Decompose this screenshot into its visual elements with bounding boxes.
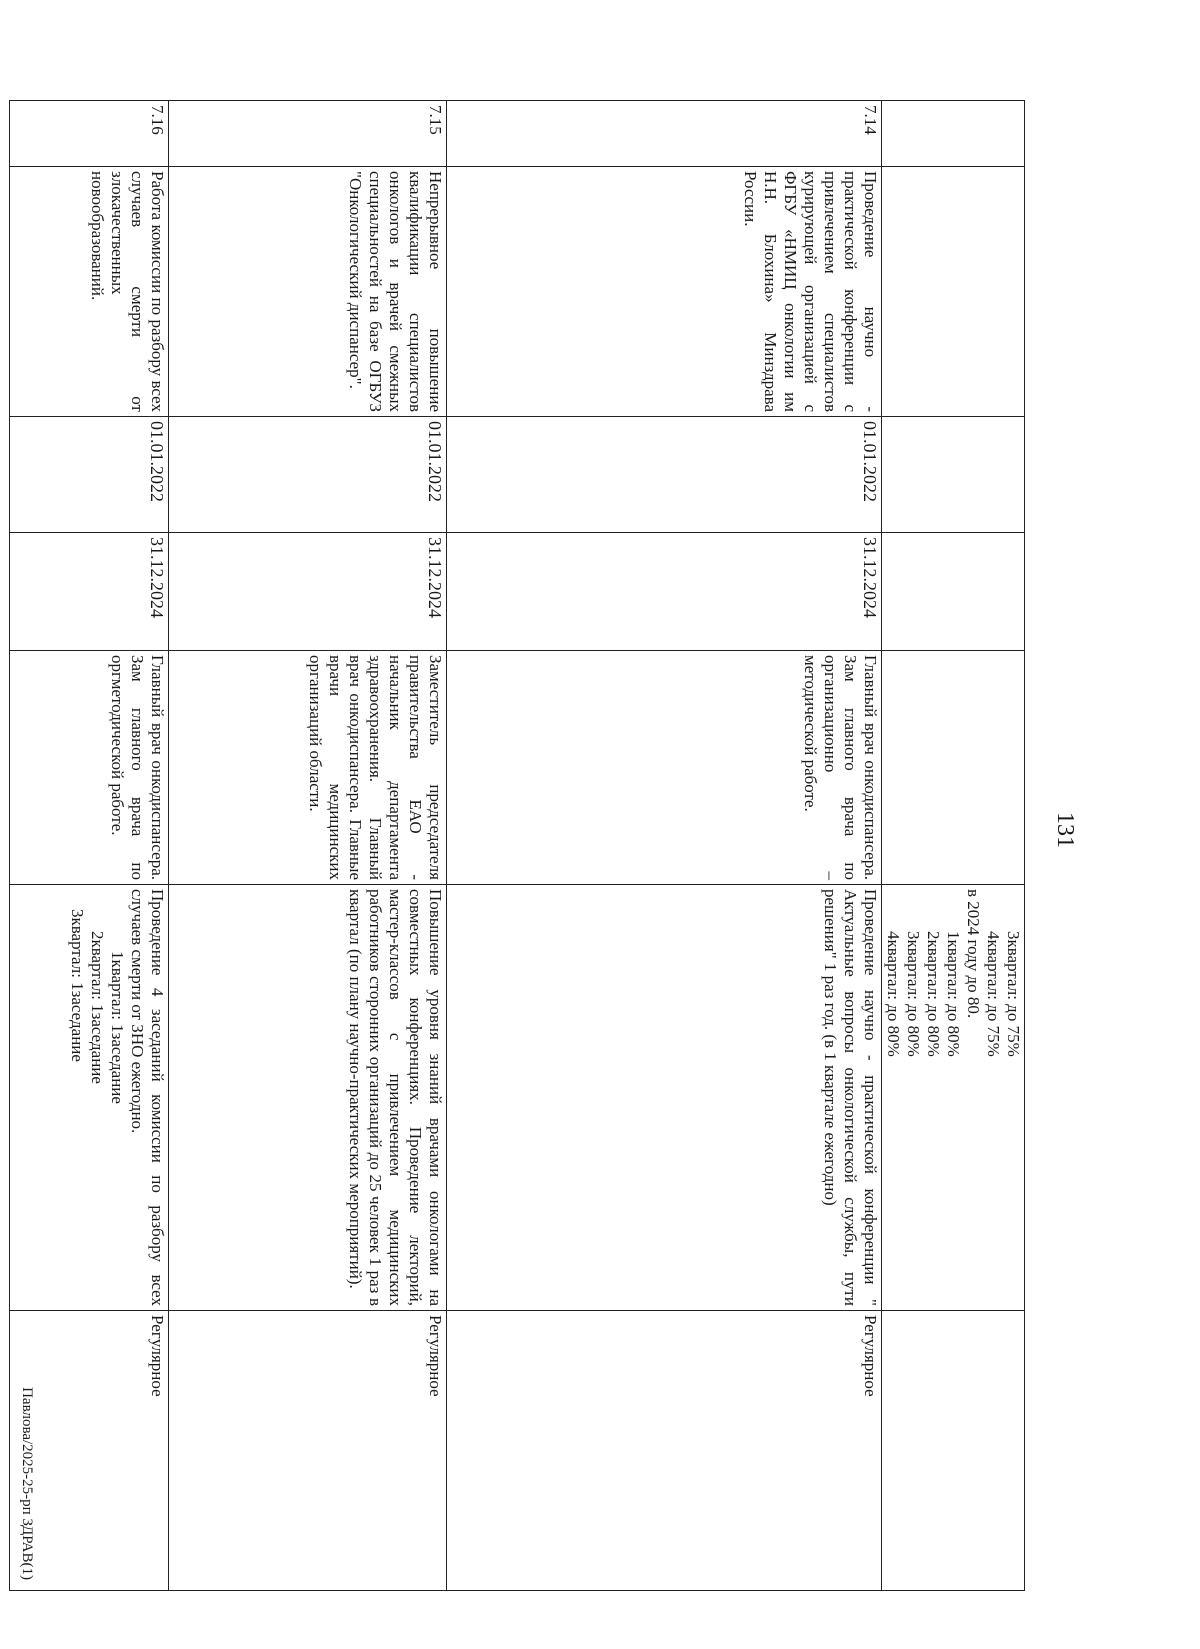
result-line: 2квартал: до 80%	[924, 931, 943, 1057]
cell-result: Повышение уровня знаний врачами онкологами на совместных конференциях. Проведение лекторий, мастер-классов с привлечением медицинских работников сторонних организаций до 25 человек 1 раз в квартал (по плану научно-практических мероприятий).	[169, 885, 447, 1311]
result-line: в 2024 году до 80.	[964, 889, 983, 1019]
cell-start: 01.01.2022	[447, 417, 882, 533]
table-row	[447, 101, 882, 1591]
result-line: 3квартал: до 75%	[1004, 931, 1023, 1057]
cell-responsible: Заместитель председателя правительства ЕАО - начальник департамента здравоохранения. Главный врач онкодиспансера. Главные врачи медицинских организаций области.	[169, 651, 447, 885]
cell-num	[882, 101, 1025, 167]
page-number: 131	[1052, 812, 1078, 848]
result-line: 1квартал: 1заседание	[108, 951, 127, 1104]
cell-name	[882, 167, 1025, 417]
cell-num: 7.16	[10, 101, 169, 167]
cell-name: Непрерывное повышение квалификации специалистов онкологов и врачей смежных специальностей на базе ОГБУЗ "Онкологический диспансер".	[169, 167, 447, 417]
cell-start: 01.01.2022	[10, 417, 169, 533]
cell-result	[882, 885, 1025, 1311]
cell-regularity	[882, 1311, 1025, 1591]
cell-end: 31.12.2024	[169, 533, 447, 651]
cell-start	[882, 417, 1025, 533]
cell-regularity: Регулярное	[169, 1311, 447, 1591]
table-row-continued	[882, 101, 1025, 1591]
table-row	[169, 101, 447, 1591]
cell-responsible: Главный врач онкодиспансера. Зам главного врача по организационно – методической работе.	[447, 651, 882, 885]
cell-end: 31.12.2024	[10, 533, 169, 651]
cell-responsible	[882, 651, 1025, 885]
cell-name: Проведение научно - практической конференции с привлечением специалистов курирующей организацией с ФГБУ «НМИЦ онкологии им Н.Н. Блохина» Минздрава России.	[447, 167, 882, 417]
cell-regularity: Регулярное	[447, 1311, 882, 1591]
document-footer: Павлова/2025-25-рп ЗДРАВ(1)	[19, 1387, 35, 1580]
cell-regularity: Регулярное	[10, 1311, 169, 1591]
result-text: Проведение 4 заседаний комиссии по разбору всех случаев смерти от ЗНО ежегодно.	[128, 889, 167, 1306]
result-line: 3квартал: до 80%	[904, 931, 923, 1057]
cell-num: 7.14	[447, 101, 882, 167]
result-line: 1квартал: до 80%	[944, 931, 963, 1057]
cell-start: 01.01.2022	[169, 417, 447, 533]
result-line: 4квартал: до 75%	[984, 931, 1003, 1057]
result-line: 4квартал: до 80%	[884, 931, 903, 1057]
cell-responsible: Главный врач онкодиспансера. Зам главного врача по оргметодической работе.	[10, 651, 169, 885]
rotated-page	[19, 100, 1080, 1590]
cell-name: Работа комиссии по разбору всех случаев смерти от злокачественных новообразований.	[10, 167, 169, 417]
result-line: 2квартал: 1заседание	[88, 931, 107, 1084]
plan-table	[9, 100, 1025, 1591]
cell-end: 31.12.2024	[447, 533, 882, 651]
cell-end	[882, 533, 1025, 651]
cell-num: 7.15	[169, 101, 447, 167]
cell-result: Проведение научно - практической конференции " Актуальные вопросы онкологической службы, пути решения" 1 раз год. (в 1 квартале ежегодно)	[447, 885, 882, 1311]
result-line: 3квартал: 1заседание	[68, 909, 87, 1062]
